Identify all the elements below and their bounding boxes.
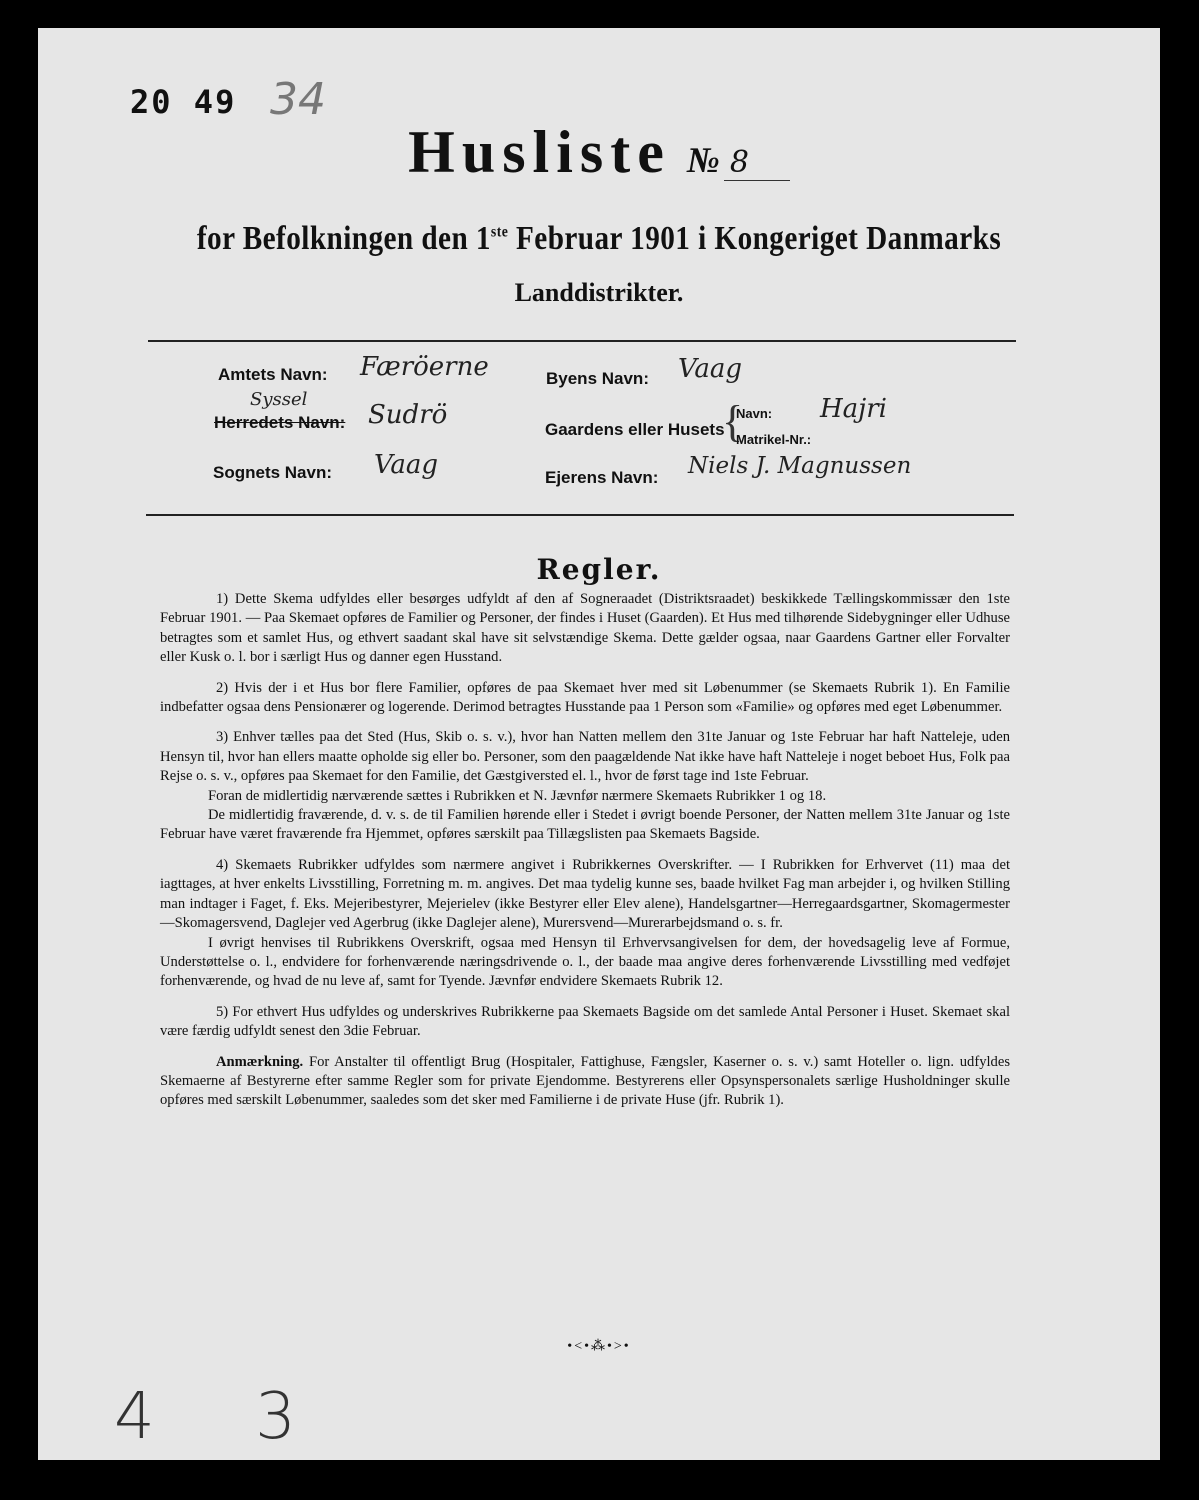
subtitle-sup: ste [490, 223, 509, 241]
amtet-label: Amtets Navn: [218, 365, 328, 384]
byens-value: Vaag [678, 354, 743, 384]
reference-number-handwritten: 34 [270, 74, 326, 125]
matrikel-label: Matrikel-Nr.: [736, 432, 812, 447]
navn-label: Navn: [736, 406, 773, 421]
subtitle-pre: for Befolkningen den 1 [196, 220, 491, 257]
gaardens-label: Gaardens eller Husets [545, 420, 725, 439]
list-number: 8 [724, 145, 790, 181]
anmaerkning-label: Anmærkning. [216, 1053, 304, 1070]
rule-paragraph-3b: Foran de midlertidig nærværende sættes i Rubrikken et N. Jævnfør nærmere Skemaets Rubrikker 1 og 18. [208, 787, 827, 804]
page-title: Husliste [408, 119, 671, 185]
rule-paragraph-4: 4) Skemaets Rubrikker udfyldes som nærmere angivet i Rubrikkernes Overskrifter. — I Rubrikken for Erhvervet (11) maa det iagttages, at hver enkelts Livsstilling, Forretning m. m. angives. Det maa tydelig kunne ses, baade hvilket Fag man arbejder i, og hvilken Stilling man indtager i Faget, f. Eks. Mejeribestyrer, Mejerielev (ikke Bestyrer eller Elev alene), Handelsgartner—Herregaardsgartner, Skomagermester—Skomagersvend, Daglejer ved Agerbrug (ikke Daglejer alene), Murersvend—Murerarbejdsmand o. s. fr. [160, 856, 1010, 932]
subtitle [117, 220, 1082, 258]
rules-section [160, 590, 1010, 1122]
herredets-value: Sudrö [368, 400, 448, 430]
sognets-label: Sognets Navn: [213, 463, 333, 482]
brace: { [722, 397, 744, 446]
rule-paragraph-4b: I øvrigt henvises til Rubrikkens Overskrift, ogsaa med Hensyn til Erhvervsangivelsen for dem, der hovedsagelig leve af Formue, Understøttelse o. l., endvidere for forhenværende næringsdrivende o. l., der baade maa angive deres forhenværende Livsstilling med vedføjet forhenværende, og hvad de nu leve af, samt for Tyende. Jævnfør endvidere Skemaets Rubrik 12. [160, 934, 1010, 990]
rule-paragraph-5: 5) For ethvert Hus udfyldes og underskrives Rubrikkerne paa Skemaets Bagside om det samlede Antal Personer i Huset. Skemaet skal være færdig udfyldt senest den 3die Februar. [160, 1003, 1010, 1040]
rule-paragraph-3: 3) Enhver tælles paa det Sted (Hus, Skib o. s. v.), hvor han Natten mellem den 31te Januar og 1ste Februar har haft Natteleje, uden Hensyn til, hvor han ellers maatte opholde sig eller bo. Personer, som den paagældende Nat ikke have haft Natteleje i noget beboet Hus, Folk paa Rejse o. s. v., opføres paa Skemaet for den Familie, det Gæstgiversted el. l., hvor de først tage ind 1ste Februar. [160, 729, 1010, 785]
byens-label: Byens Navn: [546, 369, 649, 388]
rule-paragraph-3c: De midlertidig fraværende, d. v. s. de til Familien hørende eller i Stedet i øvrigt boende Personer, der Natten mellem 31te Januar og 1ste Februar have været fraværende fra Hjemmet, opføres særskilt paa Tillægslisten paa Skemaets Bagside. [160, 807, 1010, 843]
landdistrikter-heading: Landdistrikter. [514, 278, 684, 307]
title-row [38, 118, 1160, 187]
navn-value: Hajri [820, 394, 887, 424]
divider-top [148, 340, 1016, 342]
subtitle-post: Februar 1901 i Kongeriget Danmarks [508, 220, 1002, 257]
number-sign: № [686, 140, 720, 180]
reference-number-printed: 20 49 [130, 83, 237, 121]
rule-paragraph-2: 2) Hvis der i et Hus bor flere Familier, opføres de paa Skemaet hver med sit Løbenummer (se Skemaets Rubrik 1). En Familie indbefatter ogsaa dens Pensionærer og logerende. Derimod betragtes Husstande paa 1 Person som «Familie» og opføres med eget Løbenummer. [160, 679, 1010, 716]
regler-heading: Regler. [536, 553, 662, 586]
anmaerkning-paragraph [160, 1053, 1010, 1111]
ejerens-value: Niels J. Magnussen [688, 453, 912, 479]
syssel-handwritten: Syssel [250, 389, 308, 410]
ejerens-label: Ejerens Navn: [545, 468, 659, 487]
amtet-value: Færöerne [360, 352, 489, 382]
bottom-handwritten-number: 4 3 [114, 1380, 336, 1454]
herredets-label: Herredets Navn: [214, 413, 346, 432]
divider-bottom [146, 514, 1014, 516]
census-form-page [38, 28, 1160, 1460]
sognets-value: Vaag [374, 450, 439, 480]
ornament-divider: •<•⁂•>• [567, 1339, 631, 1354]
rule-paragraph-1: 1) Dette Skema udfyldes eller besørges udfyldt af den af Sogneraadet (Distriktsraadet) beskikkede Tællingskommissær den 1ste Februar 1901. — Paa Skemaet opføres de Familier og Personer, der findes i Huset (Gaarden). Et Hus med tilhørende Sidebygninger eller Udhuse betragtes som et samlet Hus, og ethvert saadant skal have sit selvstændige Skema. Dette gælder ogsaa, naar Gaardens Gartner eller Forvalter eller Kusk o. l. bor i særligt Hus og danner egen Husstand. [160, 591, 1010, 666]
anmaerkning-text: For Anstalter til offentligt Brug (Hospitaler, Fattighuse, Fængsler, Kaserner o. s. v.) samt Hoteller o. lign. udfyldes Skemaerne af Bestyrerne efter samme Regler som for private Ejendomme. Bestyrerens eller Opsynspersonalets særlige Husholdninger skulle opføres med særskilt Løbenummer, saaledes som det sker med Familierne i de private Huse (jfr. Rubrik 1). [160, 1053, 1010, 1109]
